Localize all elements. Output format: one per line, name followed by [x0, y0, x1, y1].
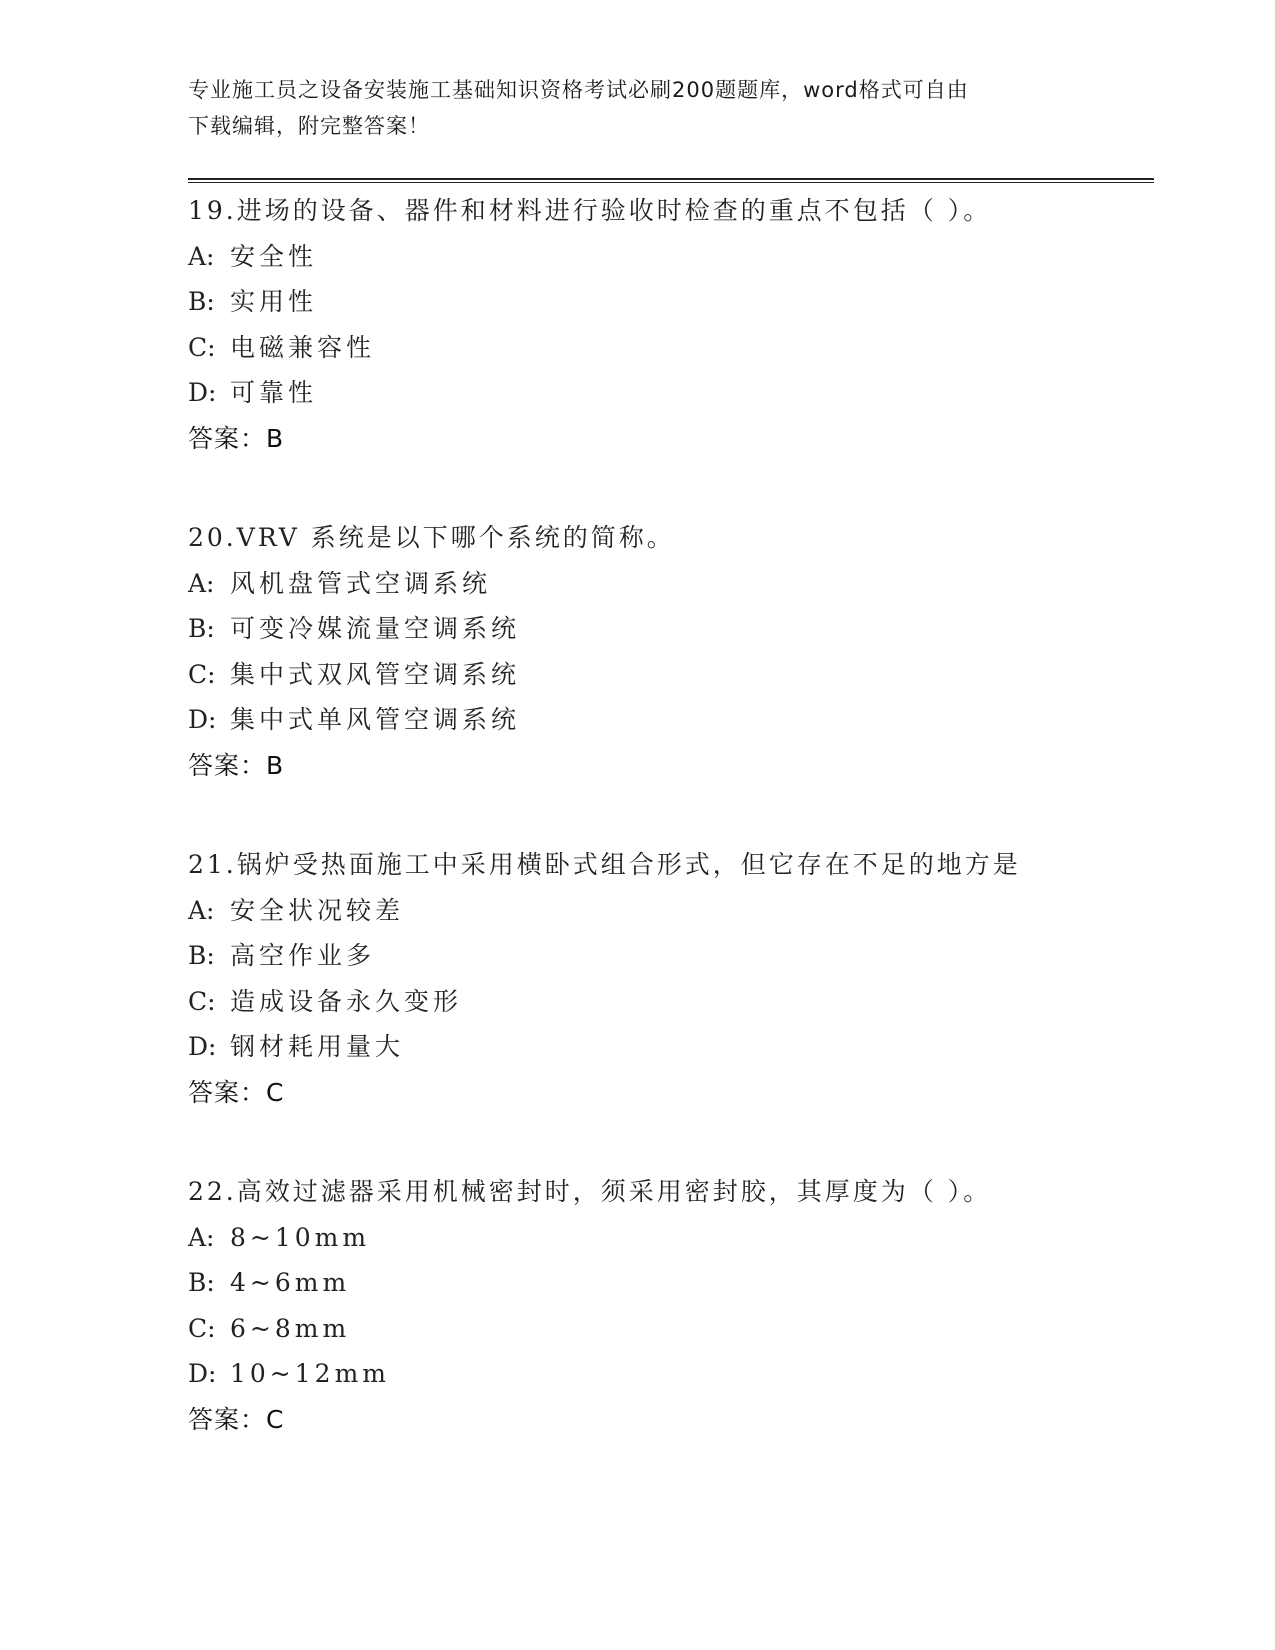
option-letter: B:	[188, 1268, 215, 1297]
option-d	[188, 1351, 1148, 1397]
answer-line: 答案：B	[188, 423, 285, 453]
option-text: 风机盘管式空调系统	[230, 568, 492, 598]
option-a	[188, 561, 1148, 607]
option-d	[188, 697, 1148, 743]
question-stem: 19.进场的设备、器件和材料进行验收时检查的重点不包括（ ）。	[188, 196, 992, 225]
option-letter: A:	[188, 895, 215, 925]
option-c	[188, 325, 1148, 371]
question-19	[188, 188, 1148, 461]
option-text: 8~10mm	[230, 1222, 371, 1252]
option-letter: A:	[188, 1222, 215, 1252]
option-a	[188, 888, 1148, 934]
option-text: 钢材耗用量大	[230, 1032, 405, 1061]
option-text: 6~8mm	[230, 1313, 351, 1343]
answer-line: 答案：C	[188, 1404, 285, 1434]
option-text: 4~6mm	[230, 1268, 351, 1297]
option-letter: A:	[188, 568, 215, 598]
question-stem: 22.高效过滤器采用机械密封时，须采用密封胶，其厚度为（ ）。	[188, 1177, 992, 1206]
question-list	[188, 188, 1148, 1496]
option-c	[188, 1306, 1148, 1352]
option-text: 安全状况较差	[230, 895, 405, 925]
question-stem: 21.锅炉受热面施工中采用横卧式组合形式，但它存在不足的地方是	[188, 850, 1021, 879]
option-letter: B:	[188, 287, 215, 316]
option-a	[188, 1215, 1148, 1261]
question-20	[188, 515, 1148, 788]
header-line-1: 专业施工员之设备安装施工基础知识资格考试必刷200题题库，word格式可自由	[188, 78, 969, 102]
header-divider	[188, 178, 1154, 183]
option-letter: B:	[188, 614, 215, 643]
option-b	[188, 933, 1148, 979]
option-text: 电磁兼容性	[230, 332, 376, 362]
question-21	[188, 842, 1148, 1115]
option-d	[188, 370, 1148, 416]
option-text: 可变冷媒流量空调系统	[230, 614, 521, 643]
option-letter: B:	[188, 941, 215, 970]
option-b	[188, 606, 1148, 652]
option-b	[188, 1260, 1148, 1306]
option-letter: C:	[188, 332, 216, 362]
answer-line: 答案：C	[188, 1077, 285, 1107]
option-a	[188, 234, 1148, 280]
option-text: 集中式双风管空调系统	[230, 659, 521, 689]
option-letter: D:	[188, 378, 217, 407]
option-text: 高空作业多	[230, 941, 376, 970]
option-letter: D:	[188, 705, 217, 734]
option-text: 安全性	[230, 241, 318, 271]
option-letter: C:	[188, 986, 216, 1016]
answer-line: 答案：B	[188, 750, 285, 780]
option-letter: D:	[188, 1359, 217, 1388]
option-letter: D:	[188, 1032, 217, 1061]
option-letter: C:	[188, 659, 216, 689]
option-letter: A:	[188, 241, 215, 271]
option-text: 造成设备永久变形	[230, 986, 463, 1016]
option-c	[188, 979, 1148, 1025]
option-c	[188, 652, 1148, 698]
option-letter: C:	[188, 1313, 216, 1343]
option-d	[188, 1024, 1148, 1070]
option-b	[188, 279, 1148, 325]
document-header	[188, 72, 1068, 144]
option-text: 集中式单风管空调系统	[230, 705, 521, 734]
option-text: 实用性	[230, 287, 318, 316]
question-22	[188, 1169, 1148, 1442]
header-line-2: 下载编辑，附完整答案！	[188, 114, 430, 138]
option-text: 10~12mm	[230, 1359, 390, 1388]
question-stem: 20.VRV 系统是以下哪个系统的简称。	[188, 523, 675, 552]
option-text: 可靠性	[230, 378, 318, 407]
